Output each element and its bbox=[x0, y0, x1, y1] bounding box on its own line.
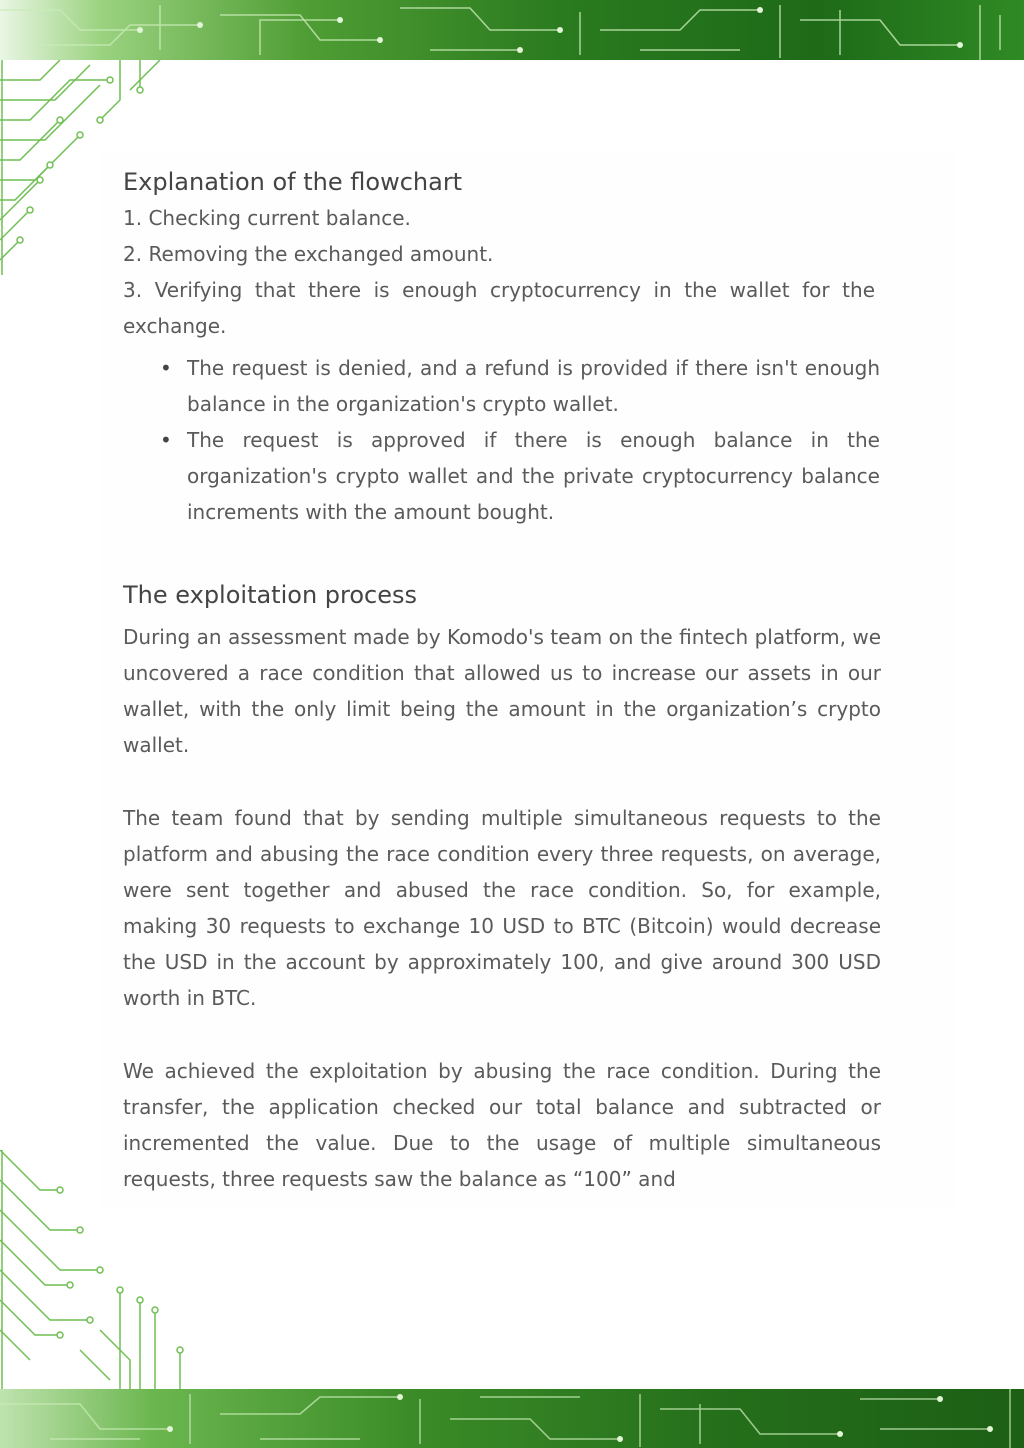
numbered-item-1 bbox=[123, 200, 411, 236]
numbered-item-2 bbox=[123, 236, 493, 272]
bullet-text: The request is denied, and a refund is provided if there isn't enough balance in the organization's crypto wallet. bbox=[187, 356, 880, 416]
item-number: 3. bbox=[123, 278, 143, 302]
bottom-circuit-band bbox=[0, 1389, 1024, 1448]
item-number: 1. bbox=[123, 206, 143, 230]
section-heading-flowchart: Explanation of the flowchart bbox=[123, 168, 463, 196]
top-circuit-band bbox=[0, 0, 1024, 60]
bullet-item-approved bbox=[160, 422, 880, 530]
section-heading-exploitation: The exploitation process bbox=[123, 581, 418, 609]
item-text: Verifying that there is enough cryptocurrency in the wallet for the exchange. bbox=[123, 278, 875, 338]
bullet-text: The request is approved if there is enough balance in the organization's crypto wallet and the private cryptocurrency balance increments with the amount bought. bbox=[187, 428, 880, 524]
paragraph-team-found: The team found that by sending multiple simultaneous requests to the platform and abusing the race condition every three requests, on average, were sent together and abused the race condition. So, for example, making 30 requests to exchange 10 USD to BTC (Bitcoin) would decrease the USD in the account by approximately 100, and give around 300 USD worth in BTC. bbox=[123, 806, 881, 1010]
item-number: 2. bbox=[123, 242, 143, 266]
paragraph-exploitation: We achieved the exploitation by abusing the race condition. During the transfer, the application checked our total balance and subtracted or incremented the value. Due to the usage of multiple simultaneous requests, three requests saw the balance as “100” and bbox=[123, 1059, 881, 1191]
bullet-dot-icon: • bbox=[160, 428, 172, 452]
bullet-item-denied bbox=[160, 350, 880, 422]
item-text: Checking current balance. bbox=[148, 206, 411, 230]
circuit-pattern-top bbox=[0, 0, 1024, 60]
bullet-dot-icon: • bbox=[160, 356, 172, 380]
paragraph-assessment: During an assessment made by Komodo's team on the fintech platform, we uncovered a race condition that allowed us to increase our assets in our wallet, with the only limit being the amount in the organization’s crypto wallet. bbox=[123, 625, 881, 757]
item-text: Removing the exchanged amount. bbox=[148, 242, 494, 266]
circuit-pattern-bottom bbox=[0, 1389, 1024, 1448]
numbered-item-3 bbox=[123, 272, 875, 344]
